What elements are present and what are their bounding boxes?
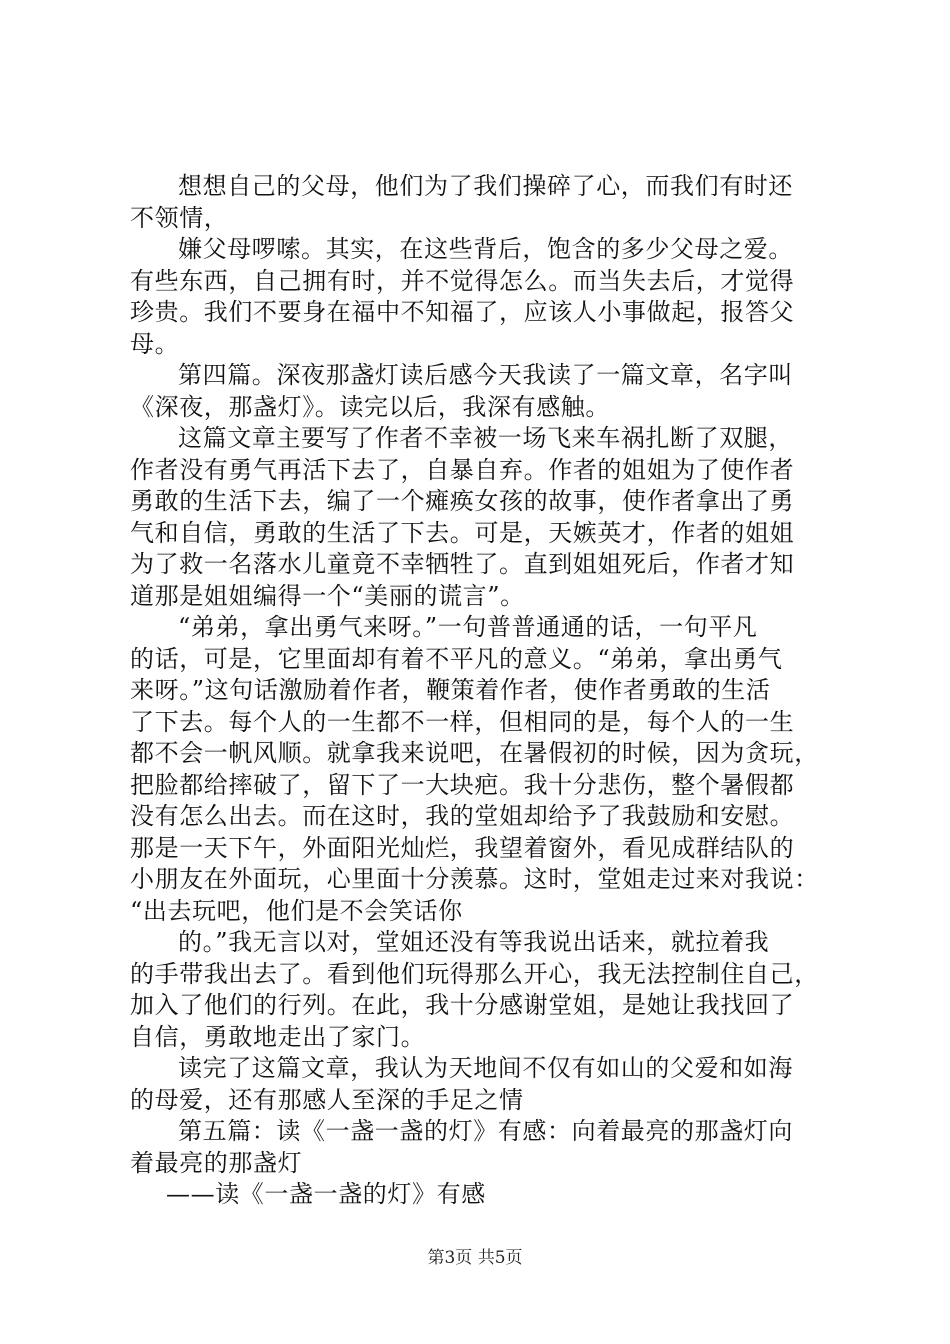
paragraph-heading-part-5: 第五篇：读《一盏一盏的灯》有感：向着最亮的那盏灯向 着最亮的那盏灯 bbox=[130, 1117, 793, 1177]
paragraph: 的。”我无言以对，堂姐还没有等我说出话来，就拉着我 的手带我出去了。看到他们玩得那么开心，我无法控制住自己， 加入了他们的行列。在此，我十分感谢堂姐，是她让我找回了 自信，勇敢地走出了家门。 bbox=[130, 928, 819, 1051]
page-footer bbox=[0, 1243, 950, 1268]
page-number: 第3页 共5页 bbox=[427, 1248, 523, 1268]
paragraph: 嫌父母啰嗦。其实，在这些背后，饱含的多少父母之爱。 有些东西，自己拥有时，并不觉得怎么。而当失去后，才觉得 珍贵。我们不要身在福中不知福了，应该人小事做起，报答父 母。 bbox=[130, 235, 795, 358]
subtitle-byline: ——读《一盏一盏的灯》有感 bbox=[166, 1180, 486, 1208]
paragraph: “弟弟，拿出勇气来呀。”一句普普通通的话，一句平凡 的话，可是，它里面却有着不平凡的意义。“弟弟，拿出勇气 来呀。”这句话激励着作者，鞭策着作者，使作者勇敢的生活 了下去。每个人的一生都不一样，但相同的是，每个人的一生 都不会一帆风顺。就拿我来说吧，在暑假初的时候，因为贪玩， 把脸都给摔破了，留下了一大块疤。我十分悲伤，整个暑假都 没有怎么出去。而在这时，我的堂姐却给予了我鼓励和安慰。 那是一天下午，外面阳光灿烂，我望着窗外，看见成群结队的 小朋友在外面玩，心里面十分羡慕。这时，堂姐走过来对我说： “出去玩吧，他们是不会笑话你 bbox=[130, 613, 819, 925]
paragraph: 想想自己的父母，他们为了我们操碎了心，而我们有时还 不领情， bbox=[130, 172, 793, 232]
paragraph: 这篇文章主要写了作者不幸被一场飞来车祸扎断了双腿， 作者没有勇气再活下去了，自暴自弃。作者的姐姐为了使作者 勇敢的生活下去，编了一个瘫痪女孩的故事，使作者拿出了勇 气和自信，勇敢的生活了下去。可是，天嫉英才，作者的姐姐 为了救一名落水儿童竟不幸牺牲了。直到姐姐死后，作者才知 道那是姐姐编得一个“美丽的谎言”。 bbox=[130, 424, 795, 610]
paragraph-heading-part-4: 第四篇。深夜那盏灯读后感今天我读了一篇文章，名字叫 《深夜，那盏灯》。读完以后，我深有感触。 bbox=[130, 361, 793, 421]
document-body bbox=[130, 171, 830, 1211]
paragraph: 读完了这篇文章，我认为天地间不仅有如山的父爱和如海 的母爱，还有那感人至深的手足之情 bbox=[130, 1054, 793, 1114]
